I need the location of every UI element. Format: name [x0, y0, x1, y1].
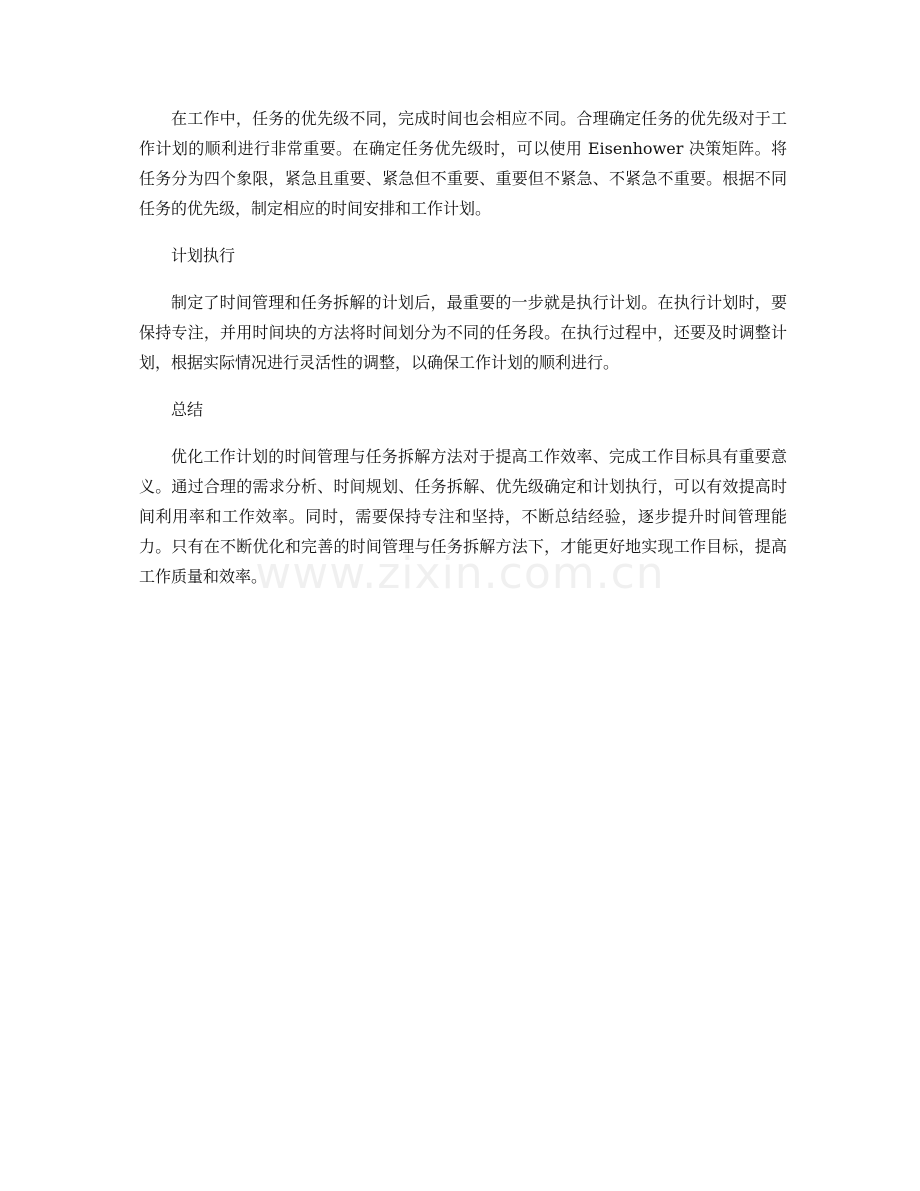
heading-plan-execution: 计划执行: [171, 246, 236, 265]
document-body: [139, 104, 787, 592]
heading-summary: 总结: [171, 400, 204, 419]
watermark: www.zixin.com.cn: [255, 548, 665, 599]
paragraph-summary: 优化工作计划的时间管理与任务拆解方法对于提高工作效率、完成工作目标具有重要意义。通过合理的需求分析、时间规划、任务拆解、优先级确定和计划执行，可以有效提高时间利用率和工作效率。同时，需要保持专注和坚持，不断总结经验，逐步提升时间管理能力。只有在不断优化和完善的时间管理与任务拆解方法下，才能更好地实现工作目标，提高工作质量和效率。: [139, 447, 787, 586]
paragraph-execution: 制定了时间管理和任务拆解的计划后，最重要的一步就是执行计划。在执行计划时，要保持专注，并用时间块的方法将时间划分为不同的任务段。在执行过程中，还要及时调整计划，根据实际情况进行灵活性的调整，以确保工作计划的顺利进行。: [139, 293, 787, 372]
paragraph-priority: 在工作中，任务的优先级不同，完成时间也会相应不同。合理确定任务的优先级对于工作计划的顺利进行非常重要。在确定任务优先级时，可以使用 Eisenhower 决策矩阵。将任务分为四个象限，紧急且重要、紧急但不重要、重要但不紧急、不紧急不重要。根据不同任务的优先级，制定相应的时间安排和工作计划。: [139, 109, 787, 218]
